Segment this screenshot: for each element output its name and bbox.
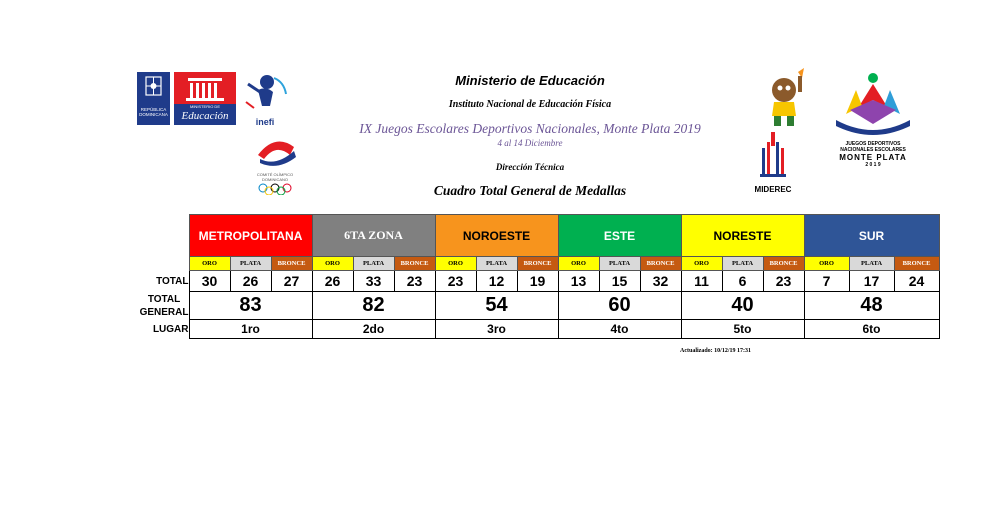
coat-of-arms-icon — [137, 72, 170, 102]
medal-header-silver: PLATA — [230, 257, 271, 271]
region-header-row — [133, 215, 939, 257]
medal-header-gold: ORO — [189, 257, 230, 271]
medal-header-silver: PLATA — [849, 257, 894, 271]
silver-count: 17 — [849, 271, 894, 292]
silver-count: 12 — [476, 271, 517, 292]
event-dates: 4 al 14 Diciembre — [497, 138, 563, 148]
medal-header-silver: PLATA — [599, 257, 640, 271]
medal-header-gold: ORO — [804, 257, 849, 271]
event-title: IX Juegos Escolares Deportivos Nacionales, Monte Plata 2019 — [359, 121, 701, 136]
minerd-small-label: MINISTERIO DE — [189, 104, 220, 109]
bronze-count: 23 — [394, 271, 435, 292]
miderec-emblem-icon — [752, 128, 794, 180]
miderec-logo — [752, 128, 794, 194]
athlete-icon — [240, 72, 290, 112]
place-value: 3ro — [435, 320, 558, 339]
region-metropolitana: METROPOLITANA — [189, 215, 312, 257]
bronze-count: 27 — [271, 271, 312, 292]
medal-table — [133, 214, 940, 339]
total-general-value: 40 — [681, 292, 804, 320]
gold-count: 26 — [312, 271, 353, 292]
lugar-row-label: LUGAR — [152, 323, 189, 335]
institute-name: Instituto Nacional de Educación Física — [448, 99, 612, 110]
place-value: 2do — [312, 320, 435, 339]
republica-label: REPÚBLICA DOMINICANA — [139, 107, 168, 117]
mascot-icon — [760, 68, 815, 130]
juegos-line1: JUEGOS DEPORTIVOS — [845, 141, 901, 147]
gold-count: 13 — [558, 271, 599, 292]
total-general-row-label — [133, 292, 189, 320]
total-general-value: 83 — [189, 292, 312, 320]
republica-dominicana-logo — [137, 72, 170, 125]
comite-olimpico-logo — [250, 137, 300, 193]
juegos-emblem-icon — [828, 70, 918, 136]
medal-header-gold: ORO — [435, 257, 476, 271]
gold-count: 7 — [804, 271, 849, 292]
total-row-label: TOTAL — [156, 275, 189, 287]
juegos-logo — [828, 70, 918, 175]
bronze-count: 19 — [517, 271, 558, 292]
minerd-logo — [174, 72, 236, 125]
total-general-row — [133, 292, 939, 320]
bronze-count: 32 — [640, 271, 681, 292]
total-general-value: 48 — [804, 292, 939, 320]
total-general-label-line1: TOTAL — [147, 293, 181, 305]
medal-header-bronze: BRONCE — [640, 257, 681, 271]
juegos-line3: MONTE PLATA — [839, 153, 907, 162]
comite-label: COMITÉ OLÍMPICO DOMINICANO — [256, 172, 294, 182]
juegos-year: 2 0 1 9 — [865, 162, 881, 168]
region-6ta-zona: 6TA ZONA — [312, 215, 435, 257]
inefi-label: inefi — [255, 117, 275, 127]
medal-header-bronze: BRONCE — [271, 257, 312, 271]
medal-header-bronze: BRONCE — [394, 257, 435, 271]
minerd-script-label: Educación — [181, 110, 229, 122]
updated-timestamp: Actualizado: 10/12/19 17:31 — [680, 348, 751, 354]
cod-emblem-icon — [250, 137, 300, 167]
medal-header-silver: PLATA — [476, 257, 517, 271]
medal-header-gold: ORO — [312, 257, 353, 271]
silver-count: 15 — [599, 271, 640, 292]
total-general-value: 82 — [312, 292, 435, 320]
region-sur: SUR — [804, 215, 939, 257]
mascot-logo — [760, 68, 815, 130]
place-value: 1ro — [189, 320, 312, 339]
page-title: Cuadro Total General de Medallas — [433, 183, 627, 198]
medal-header-silver: PLATA — [722, 257, 763, 271]
inefi-logo — [240, 72, 290, 127]
place-value: 4to — [558, 320, 681, 339]
medal-header-bronze: BRONCE — [894, 257, 939, 271]
medal-header-gold: ORO — [558, 257, 599, 271]
medal-header-bronze: BRONCE — [517, 257, 558, 271]
medal-header-silver: PLATA — [353, 257, 394, 271]
olympic-rings-icon — [250, 183, 300, 195]
ministry-title: Ministerio de Educación — [455, 73, 605, 88]
medal-header-gold: ORO — [681, 257, 722, 271]
region-este: ESTE — [558, 215, 681, 257]
juegos-line2: NACIONALES ESCOLARES — [840, 147, 906, 153]
lugar-row — [133, 320, 939, 339]
silver-count: 6 — [722, 271, 763, 292]
medal-header-row — [133, 257, 939, 271]
region-noreste: NORESTE — [681, 215, 804, 257]
place-value: 5to — [681, 320, 804, 339]
direction-label: Dirección Técnica — [495, 162, 565, 172]
silver-count: 26 — [230, 271, 271, 292]
silver-count: 33 — [353, 271, 394, 292]
medal-header-bronze: BRONCE — [763, 257, 804, 271]
gold-count: 30 — [189, 271, 230, 292]
bronze-count: 24 — [894, 271, 939, 292]
total-general-value: 60 — [558, 292, 681, 320]
region-noroeste: NOROESTE — [435, 215, 558, 257]
building-icon — [174, 72, 236, 104]
miderec-label: MIDEREC — [754, 185, 792, 194]
gold-count: 11 — [681, 271, 722, 292]
place-value: 6to — [804, 320, 939, 339]
total-general-label-line2: GENERAL — [139, 306, 189, 318]
total-row — [133, 271, 939, 292]
total-general-value: 54 — [435, 292, 558, 320]
gold-count: 23 — [435, 271, 476, 292]
bronze-count: 23 — [763, 271, 804, 292]
